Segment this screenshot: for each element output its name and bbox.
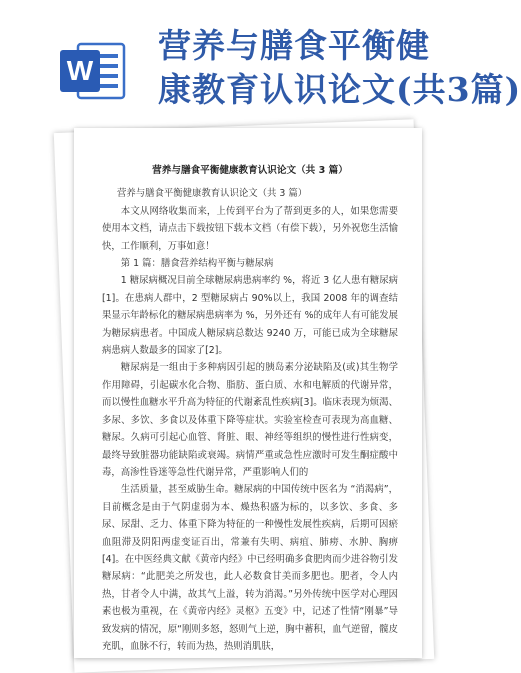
document-body bbox=[102, 162, 398, 655]
document-paragraph: 糖尿病是一组由于多种病因引起的胰岛素分泌缺陷及(或)其生物学作用障碍，引起碳水化合物、脂肪、蛋白质、水和电解质的代谢异常，而以慢性血糖水平升高为特征的代谢紊乱性疾病[3]。临床表现为烦渴、多尿、多饮、多食以及体重下降等症状。实验室检查可表现为高血糖、糖尿。久病可引起心血管、肾脏、眼、神经等组织的慢性进行性病变，最终导致脏器功能缺陷或衰竭。病情严重或急性应激时可发生酮症酸中毒，高渗性昏迷等急性代谢异常，严重影响人们的 bbox=[102, 362, 398, 478]
banner-title bbox=[158, 24, 521, 112]
document-page bbox=[74, 128, 422, 658]
banner-title-line-1: 营养与膳食平衡健 bbox=[158, 26, 430, 65]
document-paragraph: 营养与膳食平衡健康教育认识论文（共 3 篇） bbox=[117, 188, 308, 200]
document-paragraph: 1 糖尿病概况目前全球糖尿病患病率约 %，将近 3 亿人患有糖尿病[1]。在患病人群中，2 型糖尿病占 90%以上，我国 2008 年的调查结果显示年龄标化的糖尿病患病率为 %，另外还有 %的成年人有可能发展为糖尿病患者。中国成人糖尿病总数达 9240 万，可能已成为全球糖尿病患病人数最多的国家了[2]。 bbox=[102, 275, 398, 357]
document-paragraph: 本文从网络收集而来，上传到平台为了帮到更多的人，如果您需要使用本文档，请点击下载按钮下载本文档（有偿下载），另外祝您生活愉快，工作顺利，万事如意！ bbox=[102, 205, 398, 252]
word-document-icon bbox=[60, 40, 128, 102]
section-heading: 第 1 篇：膳食营养结构平衡与糖尿病 bbox=[120, 258, 274, 270]
document-paragraph: 生活质量，甚至威胁生命。糖尿病的中国传统中医名为 “消渴病”，目前概念是由于气阴虚弱为本、燥热积盛为标的，以多饮、多食、多尿、尿甜、乏力、体重下降为特征的一种慢性发展性疾病，后期可因瘀血阻滞及阴阳两虚变证百出，常兼有失明、病疽、肺痨、水肿、胸痹[4]。在中医经典文献《黄帝内经》中已经明确多食肥肉而少进谷物引发糖尿病：“此肥美之所发也，此人必数食甘美而多肥也。肥者，令人内热，甘者令人中满，故其气上溢，转为消渴。”另外传统中医学对心理因素也极为重视，在《黄帝内经》灵枢》五变》中，记述了性情“刚暴”导致发病的情况，原“刚则多怒，怒则气上逆，胸中蓄积，血气逆留，髋皮充肌，血脉不行，转而为热，热则消肌肤， bbox=[102, 484, 398, 652]
banner-title-line-2: 康教育认识论文(共3篇) bbox=[158, 70, 521, 109]
document-title: 营养与膳食平衡健康教育认识论文（共 3 篇） bbox=[152, 165, 348, 176]
svg-text:W: W bbox=[66, 55, 94, 86]
